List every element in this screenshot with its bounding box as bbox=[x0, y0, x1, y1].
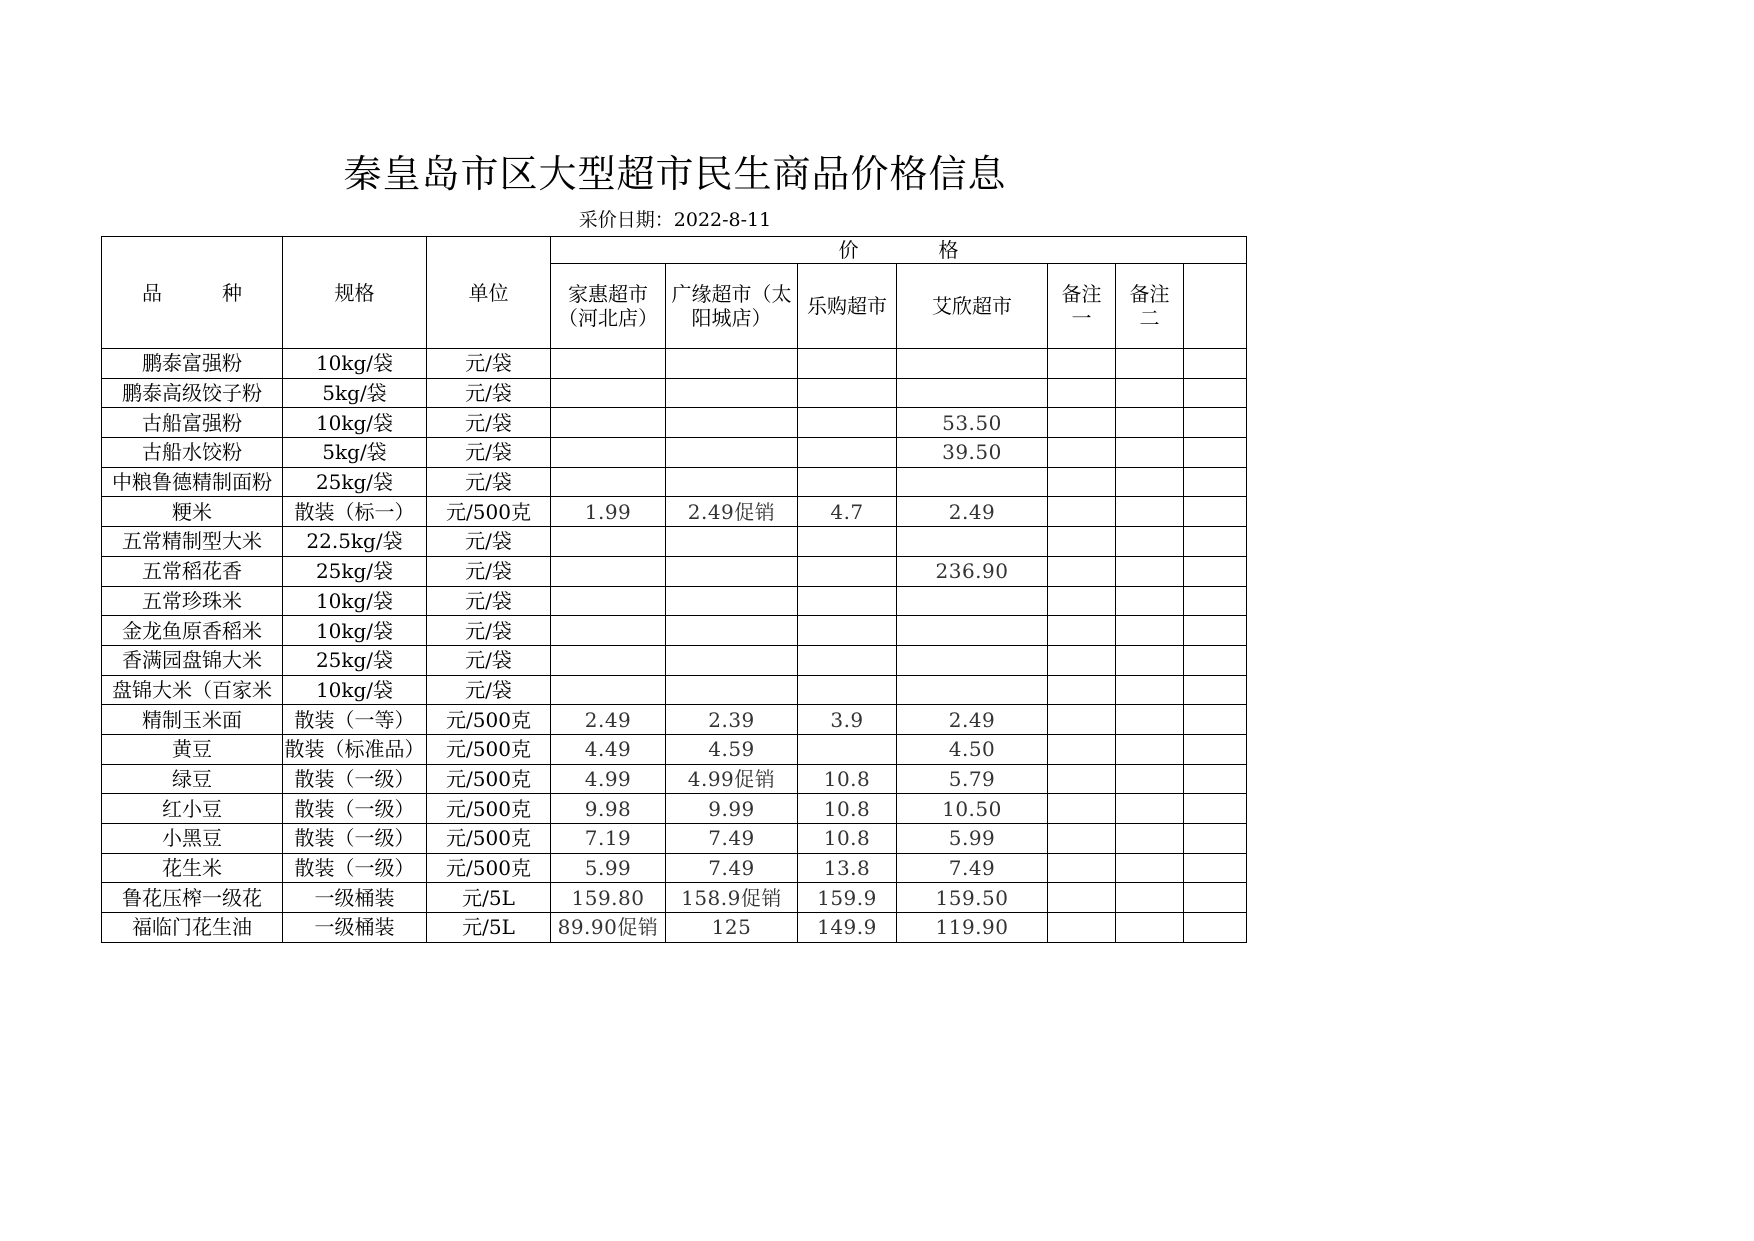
cell-price-aixin: 5.79 bbox=[897, 764, 1048, 794]
cell-note-2 bbox=[1116, 645, 1184, 675]
cell-price-jiahui bbox=[551, 349, 666, 379]
cell-extra bbox=[1184, 675, 1247, 705]
table-row bbox=[102, 408, 1247, 438]
cell-spec: 10kg/袋 bbox=[283, 349, 427, 379]
cell-extra bbox=[1184, 645, 1247, 675]
header-store-legou: 乐购超市 bbox=[798, 264, 897, 349]
cell-price-aixin bbox=[897, 378, 1048, 408]
cell-price-legou: 3.9 bbox=[798, 705, 897, 735]
cell-extra bbox=[1184, 824, 1247, 854]
cell-variety: 盘锦大米（百家米 bbox=[102, 675, 283, 705]
cell-unit: 元/袋 bbox=[427, 378, 551, 408]
cell-spec: 散装（一级） bbox=[283, 764, 427, 794]
cell-price-legou bbox=[798, 527, 897, 557]
cell-unit: 元/500克 bbox=[427, 853, 551, 883]
cell-note-1 bbox=[1048, 438, 1116, 468]
cell-price-jiahui: 2.49 bbox=[551, 705, 666, 735]
cell-unit: 元/500克 bbox=[427, 734, 551, 764]
cell-price-jiahui: 4.99 bbox=[551, 764, 666, 794]
cell-price-aixin: 10.50 bbox=[897, 794, 1048, 824]
cell-note-1 bbox=[1048, 705, 1116, 735]
cell-unit: 元/袋 bbox=[427, 349, 551, 379]
cell-price-legou: 10.8 bbox=[798, 824, 897, 854]
cell-price-aixin: 2.49 bbox=[897, 705, 1048, 735]
cell-note-2 bbox=[1116, 616, 1184, 646]
cell-unit: 元/500克 bbox=[427, 794, 551, 824]
cell-price-guangyuan bbox=[666, 378, 798, 408]
cell-extra bbox=[1184, 586, 1247, 616]
cell-variety: 红小豆 bbox=[102, 794, 283, 824]
table-row bbox=[102, 883, 1247, 913]
cell-variety: 鹏泰富强粉 bbox=[102, 349, 283, 379]
cell-price-legou bbox=[798, 675, 897, 705]
cell-price-aixin: 159.50 bbox=[897, 883, 1048, 913]
cell-unit: 元/袋 bbox=[427, 438, 551, 468]
cell-price-guangyuan bbox=[666, 438, 798, 468]
cell-extra bbox=[1184, 378, 1247, 408]
cell-price-legou bbox=[798, 616, 897, 646]
cell-note-1 bbox=[1048, 378, 1116, 408]
cell-price-jiahui bbox=[551, 378, 666, 408]
cell-variety: 中粮鲁德精制面粉 bbox=[102, 467, 283, 497]
cell-extra bbox=[1184, 883, 1247, 913]
cell-price-guangyuan: 9.99 bbox=[666, 794, 798, 824]
cell-variety: 金龙鱼原香稻米 bbox=[102, 616, 283, 646]
cell-price-jiahui: 5.99 bbox=[551, 853, 666, 883]
cell-price-guangyuan: 125 bbox=[666, 913, 798, 943]
header-unit: 单位 bbox=[427, 237, 551, 349]
cell-extra bbox=[1184, 616, 1247, 646]
cell-variety: 五常稻花香 bbox=[102, 556, 283, 586]
cell-spec: 25kg/袋 bbox=[283, 645, 427, 675]
cell-price-legou bbox=[798, 408, 897, 438]
header-store-guangyuan: 广缘超市（太阳城店） bbox=[666, 264, 798, 349]
cell-variety: 五常珍珠米 bbox=[102, 586, 283, 616]
header-variety: 品 种 bbox=[102, 237, 283, 349]
cell-variety: 鲁花压榨一级花 bbox=[102, 883, 283, 913]
cell-price-jiahui bbox=[551, 645, 666, 675]
cell-price-guangyuan bbox=[666, 349, 798, 379]
cell-spec: 22.5kg/袋 bbox=[283, 527, 427, 557]
cell-note-1 bbox=[1048, 467, 1116, 497]
cell-price-jiahui bbox=[551, 556, 666, 586]
cell-price-jiahui bbox=[551, 467, 666, 497]
cell-price-guangyuan: 7.49 bbox=[666, 824, 798, 854]
cell-variety: 鹏泰高级饺子粉 bbox=[102, 378, 283, 408]
cell-price-guangyuan bbox=[666, 616, 798, 646]
cell-spec: 10kg/袋 bbox=[283, 586, 427, 616]
header-store-aixin: 艾欣超市 bbox=[897, 264, 1048, 349]
cell-price-aixin: 53.50 bbox=[897, 408, 1048, 438]
cell-note-2 bbox=[1116, 586, 1184, 616]
table-body bbox=[102, 349, 1247, 943]
cell-variety: 花生米 bbox=[102, 853, 283, 883]
cell-note-1 bbox=[1048, 645, 1116, 675]
cell-unit: 元/袋 bbox=[427, 616, 551, 646]
survey-date: 采价日期：2022-8-11 bbox=[578, 209, 772, 231]
cell-spec: 25kg/袋 bbox=[283, 556, 427, 586]
cell-spec: 25kg/袋 bbox=[283, 467, 427, 497]
cell-price-legou bbox=[798, 556, 897, 586]
cell-price-guangyuan bbox=[666, 527, 798, 557]
cell-unit: 元/袋 bbox=[427, 586, 551, 616]
table-row bbox=[102, 616, 1247, 646]
table-row bbox=[102, 467, 1247, 497]
cell-unit: 元/5L bbox=[427, 883, 551, 913]
cell-spec: 散装（一等） bbox=[283, 705, 427, 735]
cell-note-2 bbox=[1116, 794, 1184, 824]
cell-unit: 元/500克 bbox=[427, 764, 551, 794]
table-row bbox=[102, 794, 1247, 824]
cell-extra bbox=[1184, 734, 1247, 764]
cell-variety: 香满园盘锦大米 bbox=[102, 645, 283, 675]
cell-price-guangyuan: 2.49促销 bbox=[666, 497, 798, 527]
cell-unit: 元/5L bbox=[427, 913, 551, 943]
table-row bbox=[102, 645, 1247, 675]
cell-spec: 散装（一级） bbox=[283, 853, 427, 883]
cell-price-jiahui bbox=[551, 586, 666, 616]
cell-price-legou bbox=[798, 645, 897, 675]
cell-price-guangyuan: 4.99促销 bbox=[666, 764, 798, 794]
cell-price-jiahui: 89.90促销 bbox=[551, 913, 666, 943]
cell-unit: 元/袋 bbox=[427, 645, 551, 675]
cell-spec: 5kg/袋 bbox=[283, 438, 427, 468]
cell-note-1 bbox=[1048, 794, 1116, 824]
cell-note-2 bbox=[1116, 705, 1184, 735]
cell-price-guangyuan: 2.39 bbox=[666, 705, 798, 735]
cell-unit: 元/袋 bbox=[427, 527, 551, 557]
cell-spec: 散装（标准品） bbox=[283, 734, 427, 764]
cell-spec: 10kg/袋 bbox=[283, 408, 427, 438]
cell-price-legou bbox=[798, 586, 897, 616]
cell-extra bbox=[1184, 349, 1247, 379]
cell-note-1 bbox=[1048, 734, 1116, 764]
cell-note-1 bbox=[1048, 408, 1116, 438]
cell-variety: 黄豆 bbox=[102, 734, 283, 764]
cell-price-legou bbox=[798, 378, 897, 408]
cell-price-jiahui bbox=[551, 438, 666, 468]
table-row bbox=[102, 705, 1247, 735]
cell-price-aixin bbox=[897, 349, 1048, 379]
cell-price-guangyuan bbox=[666, 408, 798, 438]
cell-price-legou: 10.8 bbox=[798, 764, 897, 794]
cell-price-jiahui bbox=[551, 527, 666, 557]
cell-price-aixin: 7.49 bbox=[897, 853, 1048, 883]
cell-note-2 bbox=[1116, 378, 1184, 408]
cell-note-1 bbox=[1048, 675, 1116, 705]
table-row bbox=[102, 349, 1247, 379]
cell-note-2 bbox=[1116, 675, 1184, 705]
table-row bbox=[102, 378, 1247, 408]
cell-spec: 一级桶装 bbox=[283, 913, 427, 943]
table-row bbox=[102, 586, 1247, 616]
cell-price-guangyuan bbox=[666, 645, 798, 675]
cell-price-legou: 4.7 bbox=[798, 497, 897, 527]
header-spec: 规格 bbox=[283, 237, 427, 349]
cell-price-legou: 149.9 bbox=[798, 913, 897, 943]
cell-note-1 bbox=[1048, 556, 1116, 586]
cell-variety: 精制玉米面 bbox=[102, 705, 283, 735]
cell-note-2 bbox=[1116, 913, 1184, 943]
cell-extra bbox=[1184, 438, 1247, 468]
header-extra bbox=[1184, 264, 1247, 349]
cell-extra bbox=[1184, 913, 1247, 943]
header-note-2: 备注二 bbox=[1116, 264, 1184, 349]
cell-note-2 bbox=[1116, 467, 1184, 497]
cell-unit: 元/袋 bbox=[427, 408, 551, 438]
cell-note-2 bbox=[1116, 824, 1184, 854]
cell-note-1 bbox=[1048, 527, 1116, 557]
header-price-group: 价 格 bbox=[551, 237, 1247, 264]
cell-note-1 bbox=[1048, 497, 1116, 527]
cell-spec: 10kg/袋 bbox=[283, 616, 427, 646]
cell-spec: 10kg/袋 bbox=[283, 675, 427, 705]
cell-unit: 元/500克 bbox=[427, 824, 551, 854]
cell-note-1 bbox=[1048, 616, 1116, 646]
cell-variety: 福临门花生油 bbox=[102, 913, 283, 943]
cell-price-aixin: 236.90 bbox=[897, 556, 1048, 586]
cell-price-guangyuan bbox=[666, 675, 798, 705]
cell-price-jiahui: 9.98 bbox=[551, 794, 666, 824]
cell-extra bbox=[1184, 497, 1247, 527]
cell-spec: 一级桶装 bbox=[283, 883, 427, 913]
cell-price-jiahui: 7.19 bbox=[551, 824, 666, 854]
cell-spec: 散装（一级） bbox=[283, 794, 427, 824]
cell-price-guangyuan bbox=[666, 467, 798, 497]
cell-price-aixin bbox=[897, 645, 1048, 675]
cell-note-2 bbox=[1116, 527, 1184, 557]
cell-price-aixin bbox=[897, 616, 1048, 646]
cell-price-jiahui bbox=[551, 616, 666, 646]
cell-note-2 bbox=[1116, 883, 1184, 913]
cell-variety: 绿豆 bbox=[102, 764, 283, 794]
cell-spec: 散装（一级） bbox=[283, 824, 427, 854]
table-row bbox=[102, 734, 1247, 764]
cell-price-legou: 13.8 bbox=[798, 853, 897, 883]
cell-variety: 古船富强粉 bbox=[102, 408, 283, 438]
cell-note-2 bbox=[1116, 853, 1184, 883]
cell-price-aixin bbox=[897, 586, 1048, 616]
cell-extra bbox=[1184, 794, 1247, 824]
cell-note-2 bbox=[1116, 556, 1184, 586]
cell-unit: 元/袋 bbox=[427, 675, 551, 705]
table-row bbox=[102, 675, 1247, 705]
cell-note-2 bbox=[1116, 408, 1184, 438]
cell-price-aixin: 39.50 bbox=[897, 438, 1048, 468]
cell-extra bbox=[1184, 408, 1247, 438]
cell-spec: 散装（标一） bbox=[283, 497, 427, 527]
cell-note-1 bbox=[1048, 883, 1116, 913]
cell-extra bbox=[1184, 853, 1247, 883]
cell-unit: 元/袋 bbox=[427, 556, 551, 586]
cell-price-legou bbox=[798, 467, 897, 497]
table-row bbox=[102, 764, 1247, 794]
cell-variety: 粳米 bbox=[102, 497, 283, 527]
cell-unit: 元/500克 bbox=[427, 497, 551, 527]
cell-price-guangyuan: 4.59 bbox=[666, 734, 798, 764]
cell-variety: 小黑豆 bbox=[102, 824, 283, 854]
table-row bbox=[102, 824, 1247, 854]
cell-price-aixin: 4.50 bbox=[897, 734, 1048, 764]
cell-note-1 bbox=[1048, 349, 1116, 379]
table-row bbox=[102, 913, 1247, 943]
price-table bbox=[101, 236, 1247, 943]
table-row bbox=[102, 556, 1247, 586]
cell-variety: 古船水饺粉 bbox=[102, 438, 283, 468]
cell-price-aixin: 2.49 bbox=[897, 497, 1048, 527]
cell-note-1 bbox=[1048, 586, 1116, 616]
cell-price-aixin: 5.99 bbox=[897, 824, 1048, 854]
cell-price-legou: 10.8 bbox=[798, 794, 897, 824]
cell-extra bbox=[1184, 527, 1247, 557]
cell-extra bbox=[1184, 764, 1247, 794]
cell-note-2 bbox=[1116, 764, 1184, 794]
cell-price-jiahui bbox=[551, 408, 666, 438]
cell-note-1 bbox=[1048, 913, 1116, 943]
cell-price-jiahui: 4.49 bbox=[551, 734, 666, 764]
cell-note-1 bbox=[1048, 853, 1116, 883]
cell-unit: 元/500克 bbox=[427, 705, 551, 735]
cell-note-2 bbox=[1116, 497, 1184, 527]
table-row bbox=[102, 438, 1247, 468]
cell-note-1 bbox=[1048, 824, 1116, 854]
cell-note-2 bbox=[1116, 438, 1184, 468]
cell-extra bbox=[1184, 705, 1247, 735]
table-row bbox=[102, 497, 1247, 527]
cell-spec: 5kg/袋 bbox=[283, 378, 427, 408]
cell-price-aixin bbox=[897, 467, 1048, 497]
page-title: 秦皇岛市区大型超市民生商品价格信息 bbox=[343, 152, 1007, 196]
cell-price-aixin bbox=[897, 527, 1048, 557]
cell-price-aixin bbox=[897, 675, 1048, 705]
cell-price-guangyuan bbox=[666, 556, 798, 586]
cell-price-legou bbox=[798, 734, 897, 764]
table-row bbox=[102, 853, 1247, 883]
cell-note-2 bbox=[1116, 349, 1184, 379]
cell-extra bbox=[1184, 467, 1247, 497]
cell-price-legou bbox=[798, 349, 897, 379]
cell-price-guangyuan bbox=[666, 586, 798, 616]
cell-price-jiahui bbox=[551, 675, 666, 705]
cell-price-jiahui: 159.80 bbox=[551, 883, 666, 913]
cell-price-legou bbox=[798, 438, 897, 468]
header-store-jiahui: 家惠超市（河北店） bbox=[551, 264, 666, 349]
cell-price-guangyuan: 158.9促销 bbox=[666, 883, 798, 913]
cell-price-jiahui: 1.99 bbox=[551, 497, 666, 527]
cell-note-2 bbox=[1116, 734, 1184, 764]
cell-extra bbox=[1184, 556, 1247, 586]
cell-price-guangyuan: 7.49 bbox=[666, 853, 798, 883]
table-row bbox=[102, 527, 1247, 557]
cell-variety: 五常精制型大米 bbox=[102, 527, 283, 557]
header-note-1: 备注一 bbox=[1048, 264, 1116, 349]
cell-note-1 bbox=[1048, 764, 1116, 794]
cell-price-legou: 159.9 bbox=[798, 883, 897, 913]
cell-price-aixin: 119.90 bbox=[897, 913, 1048, 943]
cell-unit: 元/袋 bbox=[427, 467, 551, 497]
